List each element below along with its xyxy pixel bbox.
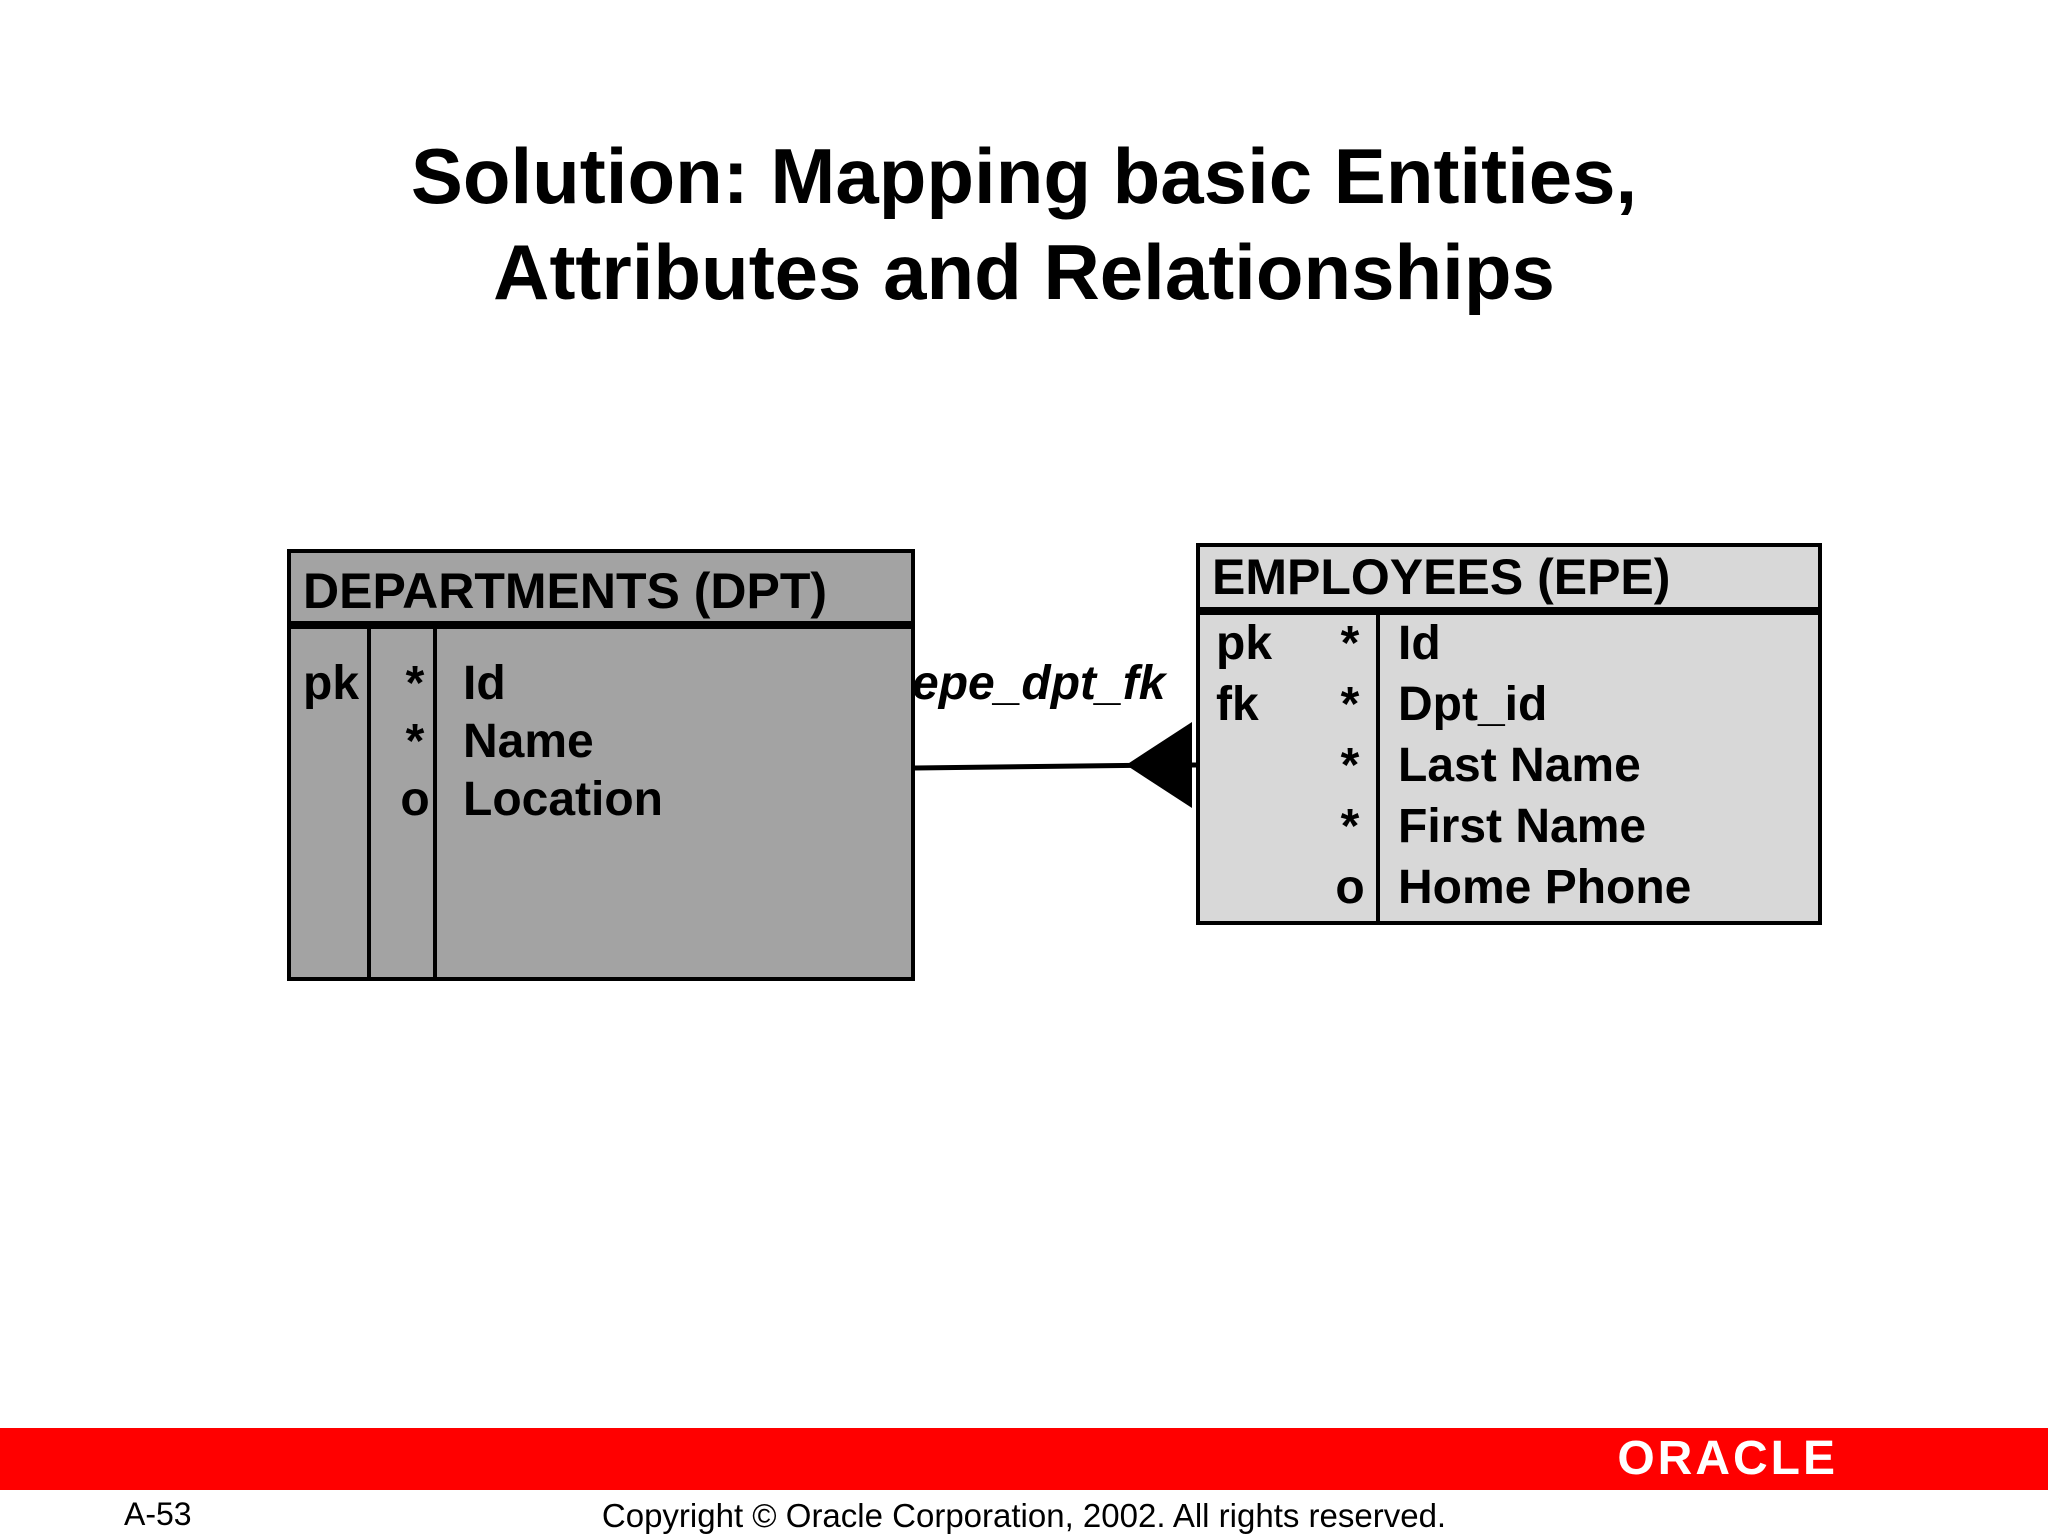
departments-row-1-key xyxy=(303,713,359,771)
departments-table xyxy=(287,549,915,981)
employees-row-2-name: Last Name xyxy=(1398,739,1641,792)
employees-row-0-opt: * xyxy=(1340,617,1360,670)
departments-optionality-column xyxy=(391,655,439,829)
employees-row-0-key: pk xyxy=(1216,617,1273,670)
employees-optionality-column xyxy=(1324,613,1376,918)
employees-key-column xyxy=(1216,613,1272,735)
slide-title xyxy=(0,128,2048,320)
departments-row-0-name: Id xyxy=(463,657,506,710)
relationship-line xyxy=(915,765,1160,768)
employees-row-1-key: fk xyxy=(1216,678,1259,731)
employees-row-4-opt: o xyxy=(1335,861,1365,914)
departments-row-0-key: pk xyxy=(303,657,360,710)
departments-attribute-column xyxy=(463,655,663,829)
employees-row-0-name: Id xyxy=(1398,617,1441,670)
oracle-logo: ORACLE xyxy=(1617,1432,1838,1485)
employees-table xyxy=(1196,543,1822,925)
departments-row-0-opt: * xyxy=(405,657,425,710)
employees-row-1-opt: * xyxy=(1340,678,1360,731)
departments-table-title: DEPARTMENTS (DPT) xyxy=(291,553,911,629)
departments-row-2-key xyxy=(303,771,359,829)
employees-row-4-name: Home Phone xyxy=(1398,861,1692,914)
slide-title-line-2: Attributes and Relationships xyxy=(493,228,1555,316)
departments-row-2-name: Location xyxy=(463,773,663,826)
page-number: A-53 xyxy=(124,1496,192,1532)
employees-table-title: EMPLOYEES (EPE) xyxy=(1200,547,1818,615)
departments-row-1-name: Name xyxy=(463,715,594,768)
copyright-notice: Copyright © Oracle Corporation, 2002. All rights reserved. xyxy=(601,1497,1447,1534)
employees-column-divider xyxy=(1376,615,1380,921)
relationship-label: epe_dpt_fk xyxy=(912,657,1166,710)
employees-attribute-column xyxy=(1398,613,1691,918)
departments-row-1-opt: * xyxy=(405,715,425,768)
departments-column-divider-1 xyxy=(367,629,371,977)
departments-key-column xyxy=(303,655,359,829)
employees-row-1-name: Dpt_id xyxy=(1398,678,1548,731)
slide-title-line-1: Solution: Mapping basic Entities, xyxy=(410,132,1638,220)
departments-row-2-opt: o xyxy=(400,773,430,826)
employees-row-3-opt: * xyxy=(1340,800,1360,853)
employees-row-2-opt: * xyxy=(1340,739,1360,792)
crowfoot-arrowhead xyxy=(1126,722,1192,808)
employees-row-3-name: First Name xyxy=(1398,800,1647,853)
